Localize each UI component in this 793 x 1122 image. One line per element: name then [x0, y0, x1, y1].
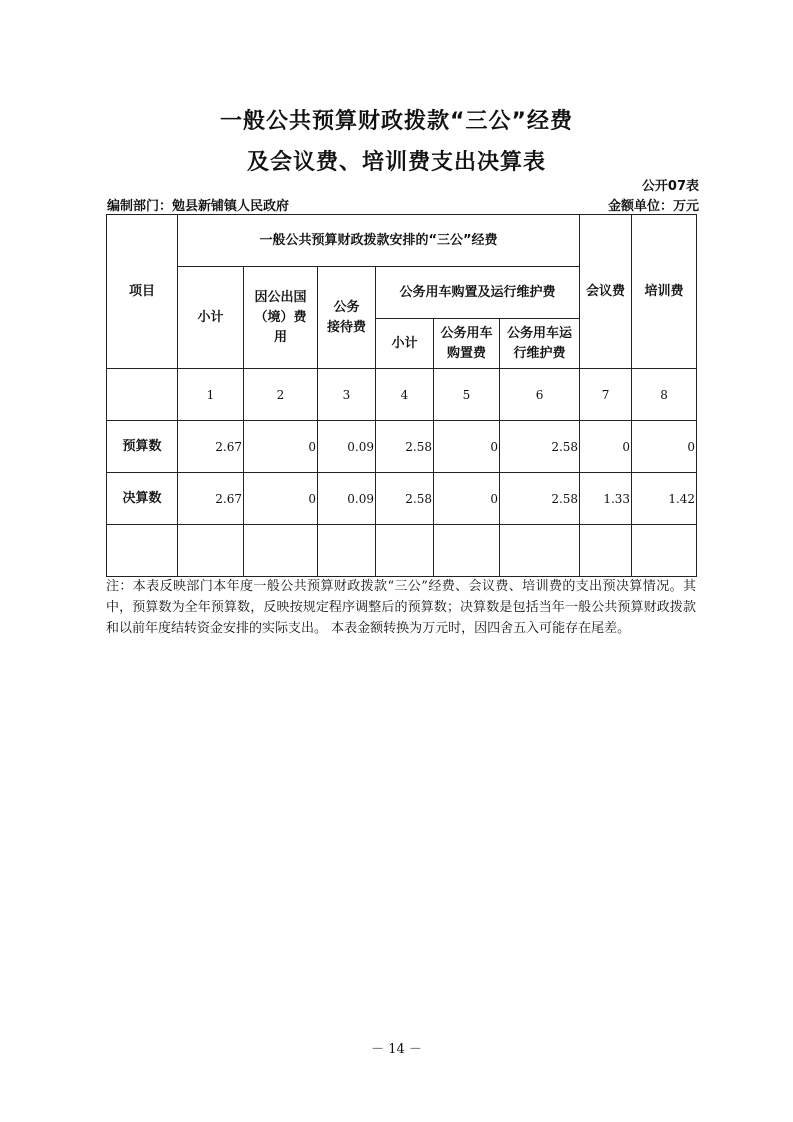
header-reception-line-2: 接待费: [326, 319, 366, 335]
header-subtotal: 小计: [178, 267, 244, 369]
cell-value: 0: [632, 421, 697, 473]
cell-value: 0: [434, 473, 500, 525]
table-row-budget: [107, 421, 697, 473]
column-number: 1: [178, 369, 244, 421]
table-row-final: [107, 473, 697, 525]
cell-value: 1.42: [632, 473, 697, 525]
column-number: 8: [632, 369, 697, 421]
expenditure-table: [106, 214, 697, 577]
header-overseas: 因公出国（境）费用: [244, 267, 318, 369]
column-number-blank: [107, 369, 178, 421]
title-line-2: 及会议费、培训费支出决算表: [246, 150, 546, 175]
cell-value: 2.67: [178, 421, 244, 473]
page-number: － 14 －: [371, 1042, 422, 1057]
cell-value: 2.58: [500, 473, 580, 525]
header-vehicle-subtotal: 小计: [376, 319, 434, 369]
cell-value: 0: [580, 421, 632, 473]
cell-value: 0.09: [318, 421, 376, 473]
row-label: 预算数: [107, 421, 178, 473]
unit-label: 金额单位：万元: [607, 199, 699, 214]
column-number: 7: [580, 369, 632, 421]
cell-value: 1.33: [580, 473, 632, 525]
table-row-empty: [107, 525, 697, 577]
cell-value: 0.09: [318, 473, 376, 525]
header-sanggong-group: 一般公共预算财政拨款安排的“三公”经费: [178, 215, 580, 267]
header-reception-line-1: 公务: [333, 299, 360, 315]
column-number: 5: [434, 369, 500, 421]
cell-value: 2.67: [178, 473, 244, 525]
header-vehicle-group: 公务用车购置及运行维护费: [376, 267, 580, 319]
header-vehicle-purchase: 公务用车购置费: [434, 319, 500, 369]
column-number: 2: [244, 369, 318, 421]
cell-value: 2.58: [376, 473, 434, 525]
cell-value: 0: [244, 421, 318, 473]
row-label: 决算数: [107, 473, 178, 525]
column-number: 6: [500, 369, 580, 421]
cell-value: 0: [434, 421, 500, 473]
column-number: 3: [318, 369, 376, 421]
department-label: 编制部门：勉县新铺镇人民政府: [107, 199, 290, 214]
header-training: 培训费: [632, 215, 697, 369]
cell-value: 2.58: [376, 421, 434, 473]
header-vehicle-operation: 公务用车运行维护费: [500, 319, 580, 369]
cell-value: 2.58: [500, 421, 580, 473]
header-reception: [318, 267, 376, 369]
title-line-1: 一般公共预算财政拨款“三公”经费: [220, 109, 573, 134]
column-number: 4: [376, 369, 434, 421]
header-item: 项目: [107, 215, 178, 369]
table-note: 注：本表反映部门本年度一般公共预算财政拨款“三公”经费、会议费、培训费的支出预决算情况。其中，预算数为全年预算数，反映按规定程序调整后的预算数；决算数是包括当年一般公共预算财政拨款和以前年度结转资金安排的实际支出。 本表金额转换为万元时，因四舍五入可能存在尾差。: [106, 579, 696, 636]
table-serial: 公开07表: [641, 179, 699, 194]
header-meeting: 会议费: [580, 215, 632, 369]
cell-value: 0: [244, 473, 318, 525]
